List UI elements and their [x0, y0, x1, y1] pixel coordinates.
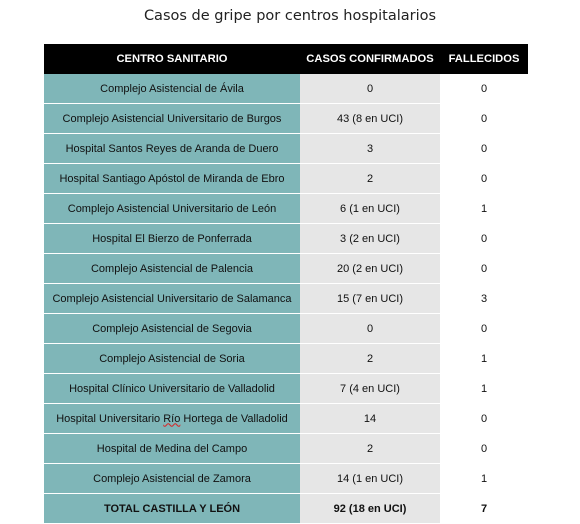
- table-row: [44, 74, 528, 104]
- cell-centro: TOTAL CASTILLA Y LEÓN: [44, 494, 300, 524]
- cell-casos: 14: [300, 404, 440, 434]
- cell-fallecidos: 0: [440, 254, 528, 284]
- cell-fallecidos: 1: [440, 374, 528, 404]
- cell-centro: Complejo Asistencial de Segovia: [44, 314, 300, 344]
- table-row: [44, 374, 528, 404]
- table-header-row: [44, 44, 528, 74]
- spellcheck-mark: Río: [163, 412, 181, 425]
- cell-fallecidos: 0: [440, 134, 528, 164]
- cell-centro: Complejo Asistencial de Palencia: [44, 254, 300, 284]
- cell-casos: 92 (18 en UCI): [300, 494, 440, 524]
- cell-fallecidos: 0: [440, 224, 528, 254]
- cell-casos: 15 (7 en UCI): [300, 284, 440, 314]
- cell-casos: 3: [300, 134, 440, 164]
- cell-centro: Complejo Asistencial de Ávila: [44, 74, 300, 104]
- cell-fallecidos: 1: [440, 194, 528, 224]
- table-row: [44, 224, 528, 254]
- cell-casos: 2: [300, 344, 440, 374]
- table-row: [44, 134, 528, 164]
- cell-fallecidos: 0: [440, 164, 528, 194]
- cell-casos: 3 (2 en UCI): [300, 224, 440, 254]
- cell-casos: 2: [300, 164, 440, 194]
- table-row: [44, 314, 528, 344]
- cell-centro: Complejo Asistencial de Soria: [44, 344, 300, 374]
- cell-centro: Complejo Asistencial de Zamora: [44, 464, 300, 494]
- cell-fallecidos: 0: [440, 404, 528, 434]
- cell-casos: 43 (8 en UCI): [300, 104, 440, 134]
- cell-casos: 7 (4 en UCI): [300, 374, 440, 404]
- page-title: Casos de gripe por centros hospitalarios: [143, 8, 437, 24]
- table-row: [44, 404, 528, 434]
- table-row: [44, 464, 528, 494]
- cell-fallecidos: 0: [440, 314, 528, 344]
- header-casos: CASOS CONFIRMADOS: [300, 44, 440, 74]
- cell-fallecidos: 0: [440, 434, 528, 464]
- table-total-row: [44, 494, 528, 524]
- table-body: [44, 74, 528, 524]
- header-centro: CENTRO SANITARIO: [44, 44, 300, 74]
- cell-centro: Hospital Santiago Apóstol de Miranda de Ebro: [44, 164, 300, 194]
- cell-fallecidos: 1: [440, 344, 528, 374]
- cell-fallecidos: 0: [440, 104, 528, 134]
- table-row: [44, 434, 528, 464]
- cell-casos: 2: [300, 434, 440, 464]
- table-row: [44, 254, 528, 284]
- flu-cases-table: [44, 44, 528, 524]
- table-row: [44, 344, 528, 374]
- header-fallecidos: FALLECIDOS: [440, 44, 528, 74]
- table-row: [44, 164, 528, 194]
- cell-centro: Complejo Asistencial Universitario de Burgos: [44, 104, 300, 134]
- cell-centro: Complejo Asistencial Universitario de Salamanca: [44, 284, 300, 314]
- cell-casos: 0: [300, 74, 440, 104]
- cell-fallecidos: 3: [440, 284, 528, 314]
- cell-fallecidos: 0: [440, 74, 528, 104]
- table-row: [44, 194, 528, 224]
- cell-centro: Complejo Asistencial Universitario de León: [44, 194, 300, 224]
- cell-centro: Hospital Universitario Río Hortega de Valladolid: [44, 404, 300, 434]
- cell-centro: Hospital Santos Reyes de Aranda de Duero: [44, 134, 300, 164]
- cell-casos: 0: [300, 314, 440, 344]
- cell-centro: Hospital El Bierzo de Ponferrada: [44, 224, 300, 254]
- cell-casos: 20 (2 en UCI): [300, 254, 440, 284]
- table-row: [44, 284, 528, 314]
- cell-casos: 6 (1 en UCI): [300, 194, 440, 224]
- cell-casos: 14 (1 en UCI): [300, 464, 440, 494]
- table-row: [44, 104, 528, 134]
- cell-centro: Hospital Clínico Universitario de Valladolid: [44, 374, 300, 404]
- cell-centro: Hospital de Medina del Campo: [44, 434, 300, 464]
- cell-fallecidos: 7: [440, 494, 528, 524]
- cell-fallecidos: 1: [440, 464, 528, 494]
